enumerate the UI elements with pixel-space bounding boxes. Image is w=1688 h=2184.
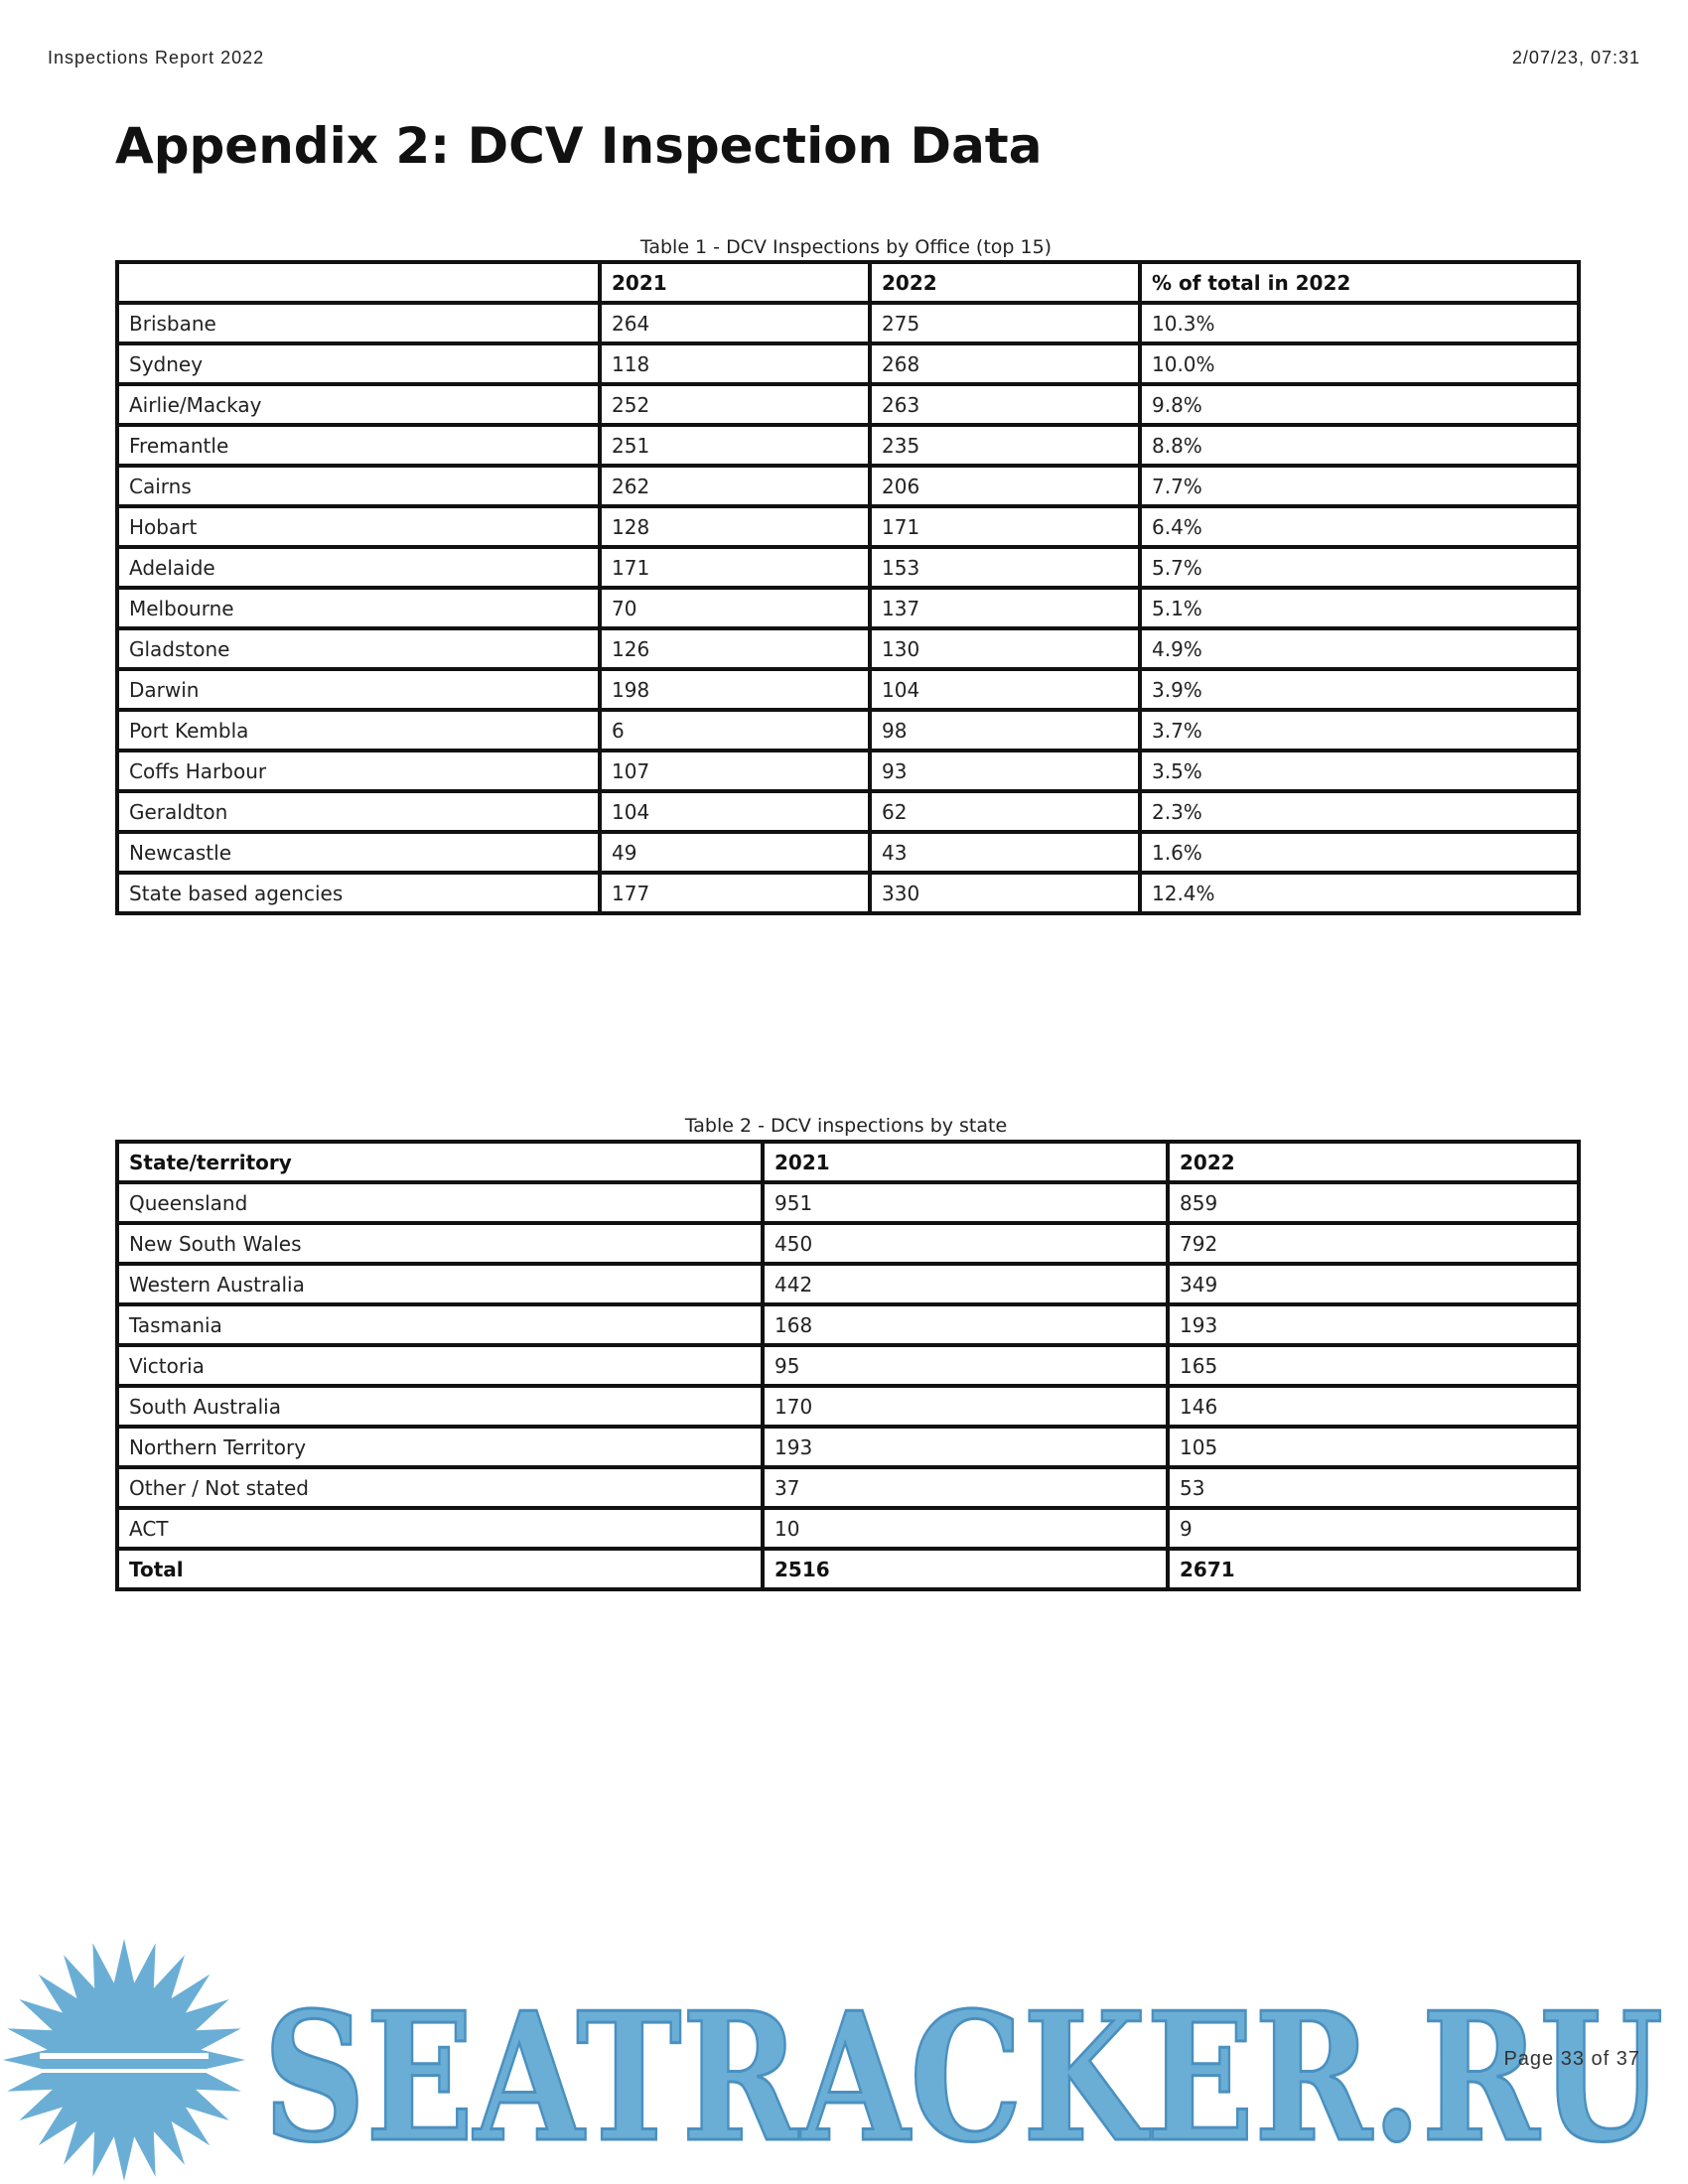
value-2022: 9 <box>1168 1508 1579 1549</box>
table-row <box>117 1304 1579 1345</box>
percent-2022: 10.3% <box>1140 303 1579 343</box>
percent-2022: 12.4% <box>1140 873 1579 913</box>
table-row <box>117 1223 1579 1264</box>
table-row <box>117 1467 1579 1508</box>
table-row <box>117 343 1579 384</box>
value-2022: 146 <box>1168 1386 1579 1427</box>
value-2022: 98 <box>870 710 1140 751</box>
value-2021: 198 <box>600 669 870 710</box>
office-name: Sydney <box>117 343 600 384</box>
office-name: Hobart <box>117 506 600 547</box>
value-2022: 53 <box>1168 1467 1579 1508</box>
value-2021: 118 <box>600 343 870 384</box>
value-2021: 193 <box>763 1427 1168 1467</box>
value-2022: 206 <box>870 466 1140 506</box>
header-timestamp: 2/07/23, 07:31 <box>1511 48 1640 68</box>
value-2021: 171 <box>600 547 870 588</box>
table-row <box>117 1345 1579 1386</box>
office-name: Fremantle <box>117 425 600 466</box>
table-row <box>117 669 1579 710</box>
table2-caption: Table 2 - DCV inspections by state <box>684 1115 1008 1137</box>
value-2021: 251 <box>600 425 870 466</box>
office-name: Cairns <box>117 466 600 506</box>
office-name: Melbourne <box>117 588 600 628</box>
table-row <box>117 466 1579 506</box>
value-2021: 262 <box>600 466 870 506</box>
sun-icon <box>3 1939 245 2181</box>
value-2022: 859 <box>1168 1182 1579 1223</box>
value-2022: 792 <box>1168 1223 1579 1264</box>
value-2021: 128 <box>600 506 870 547</box>
total-label: Total <box>117 1549 763 1589</box>
column-header-2022: 2022 <box>1168 1142 1579 1182</box>
value-2021: 107 <box>600 751 870 791</box>
office-name: Gladstone <box>117 628 600 669</box>
value-2021: 49 <box>600 832 870 873</box>
table-row <box>117 832 1579 873</box>
column-header-2021: 2021 <box>763 1142 1168 1182</box>
table-row <box>117 425 1579 466</box>
percent-2022: 8.8% <box>1140 425 1579 466</box>
value-2022: 62 <box>870 791 1140 832</box>
percent-2022: 9.8% <box>1140 384 1579 425</box>
table-row <box>117 791 1579 832</box>
value-2021: 951 <box>763 1182 1168 1223</box>
value-2022: 43 <box>870 832 1140 873</box>
value-2021: 126 <box>600 628 870 669</box>
table-row <box>117 384 1579 425</box>
office-name: State based agencies <box>117 873 600 913</box>
value-2022: 235 <box>870 425 1140 466</box>
table-header-row <box>117 262 1579 303</box>
value-2022: 193 <box>1168 1304 1579 1345</box>
page-number: Page 33 of 37 <box>1503 2048 1640 2070</box>
column-header-2022: 2022 <box>870 262 1140 303</box>
state-name: Queensland <box>117 1182 763 1223</box>
table-row <box>117 1264 1579 1304</box>
percent-2022: 3.9% <box>1140 669 1579 710</box>
value-2021: 6 <box>600 710 870 751</box>
office-name: Brisbane <box>117 303 600 343</box>
percent-2022: 4.9% <box>1140 628 1579 669</box>
value-2021: 168 <box>763 1304 1168 1345</box>
page-title: Appendix 2: DCV Inspection Data <box>115 117 1043 175</box>
column-header-percent-2022: % of total in 2022 <box>1140 262 1579 303</box>
value-2022: 105 <box>1168 1427 1579 1467</box>
table1-caption: Table 1 - DCV Inspections by Office (top 15) <box>639 236 1053 258</box>
percent-2022: 3.5% <box>1140 751 1579 791</box>
value-2022: 104 <box>870 669 1140 710</box>
value-2022: 263 <box>870 384 1140 425</box>
value-2022: 330 <box>870 873 1140 913</box>
value-2021: 177 <box>600 873 870 913</box>
table-row <box>117 506 1579 547</box>
value-2021: 450 <box>763 1223 1168 1264</box>
column-header-2021: 2021 <box>600 262 870 303</box>
table-dcv-by-office <box>115 260 1581 915</box>
percent-2022: 5.1% <box>1140 588 1579 628</box>
state-name: Northern Territory <box>117 1427 763 1467</box>
value-2021: 442 <box>763 1264 1168 1304</box>
office-name: Airlie/Mackay <box>117 384 600 425</box>
table-row <box>117 1427 1579 1467</box>
table-header-row <box>117 1142 1579 1182</box>
percent-2022: 6.4% <box>1140 506 1579 547</box>
office-name: Adelaide <box>117 547 600 588</box>
table-row <box>117 303 1579 343</box>
office-name: Geraldton <box>117 791 600 832</box>
value-2021: 252 <box>600 384 870 425</box>
state-name: Victoria <box>117 1345 763 1386</box>
watermark-text: SEATRACKER.RU <box>263 1974 1663 2181</box>
table-row <box>117 1386 1579 1427</box>
total-2022: 2671 <box>1168 1549 1579 1589</box>
table-row <box>117 710 1579 751</box>
column-header-state: State/territory <box>117 1142 763 1182</box>
percent-2022: 2.3% <box>1140 791 1579 832</box>
percent-2022: 1.6% <box>1140 832 1579 873</box>
table-row <box>117 547 1579 588</box>
state-name: South Australia <box>117 1386 763 1427</box>
value-2021: 70 <box>600 588 870 628</box>
value-2021: 37 <box>763 1467 1168 1508</box>
value-2021: 170 <box>763 1386 1168 1427</box>
value-2022: 165 <box>1168 1345 1579 1386</box>
total-row <box>117 1549 1579 1589</box>
state-name: Other / Not stated <box>117 1467 763 1508</box>
office-name: Port Kembla <box>117 710 600 751</box>
table-dcv-by-state <box>115 1140 1581 1591</box>
table-row <box>117 588 1579 628</box>
value-2022: 93 <box>870 751 1140 791</box>
state-name: Tasmania <box>117 1304 763 1345</box>
value-2022: 275 <box>870 303 1140 343</box>
table-row <box>117 628 1579 669</box>
value-2022: 171 <box>870 506 1140 547</box>
state-name: Western Australia <box>117 1264 763 1304</box>
header-report-title: Inspections Report 2022 <box>48 48 265 68</box>
state-name: New South Wales <box>117 1223 763 1264</box>
value-2022: 349 <box>1168 1264 1579 1304</box>
office-name: Darwin <box>117 669 600 710</box>
watermark-logo <box>0 1936 1688 2184</box>
value-2022: 268 <box>870 343 1140 384</box>
table-row <box>117 873 1579 913</box>
value-2022: 130 <box>870 628 1140 669</box>
table-row <box>117 751 1579 791</box>
table-row <box>117 1508 1579 1549</box>
office-name: Coffs Harbour <box>117 751 600 791</box>
value-2022: 137 <box>870 588 1140 628</box>
state-name: ACT <box>117 1508 763 1549</box>
total-2021: 2516 <box>763 1549 1168 1589</box>
table-row <box>117 1182 1579 1223</box>
value-2022: 153 <box>870 547 1140 588</box>
percent-2022: 3.7% <box>1140 710 1579 751</box>
column-header-office <box>117 262 600 303</box>
percent-2022: 10.0% <box>1140 343 1579 384</box>
value-2021: 10 <box>763 1508 1168 1549</box>
percent-2022: 5.7% <box>1140 547 1579 588</box>
percent-2022: 7.7% <box>1140 466 1579 506</box>
office-name: Newcastle <box>117 832 600 873</box>
value-2021: 264 <box>600 303 870 343</box>
value-2021: 95 <box>763 1345 1168 1386</box>
value-2021: 104 <box>600 791 870 832</box>
